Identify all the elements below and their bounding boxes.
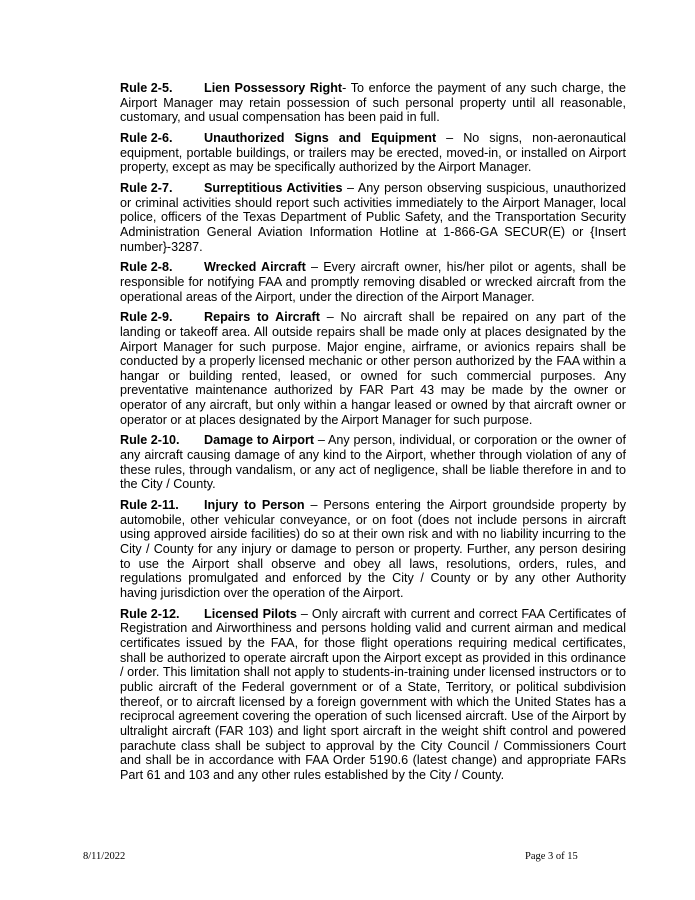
rule-title: Unauthorized Signs and Equipment [204, 130, 437, 145]
rule-number: Rule 2-10. [120, 433, 180, 448]
rule-title: Surreptitious Activities [204, 180, 343, 195]
footer-page-number: Page 3 of 15 [525, 851, 578, 862]
rule-title: Lien Possessory Right [204, 81, 343, 95]
rule-number: Rule 2-9. [120, 310, 173, 325]
rule-number: Rule 2-5. [120, 81, 173, 95]
rule-number: Rule 2-6. [120, 130, 173, 145]
rule-paragraph-2-8 [120, 260, 626, 304]
footer-date: 8/11/2022 [83, 851, 126, 862]
rule-title: Wrecked Aircraft [204, 260, 306, 275]
rule-paragraph-2-7 [120, 181, 626, 254]
rule-paragraph-2-9 [120, 310, 626, 427]
rule-number: Rule 2-12. [120, 606, 180, 621]
rule-body-text: Any person, individual, or corporation or the owner of any aircraft causing damage of any kind to the Airport, whether through violation of any of these rules, through vandalism, or any act of negligence, shall be liable therefore in and to the City / County. [120, 433, 627, 492]
rule-body-text: No aircraft shall be repaired on any part of the landing or takeoff area. All outside repairs shall be made only at places designated by the Airport Manager for such purpose. Major engine, airframe, or avionics repairs shall be conducted by a properly licensed mechanic or other person authorized by the FAA within a hangar or building rented, leased, or owned for such commercial purposes. Any preventative maintenance authorized by FAR Part 43 may be made by the owner or operator of any aircraft, but only within a hangar leased or owned by that aircraft owner or operator or at places designated by the Airport Manager for such purpose. [120, 310, 627, 427]
rule-separator: – [305, 260, 324, 275]
rule-body-text: To enforce the payment of any such charge, the Airport Manager may retain possession of such personal property until all reasonable, customary, and usual compensation has been paid in full. [120, 81, 626, 125]
rule-body-text: Any person observing suspicious, unauthorized or criminal activities should report such activities immediately to the Airport Manager, local police, officers of the Texas Department of Public Safety, and the Transportation Security Administration General Aviation Information Hotline at 1-866-GA SECUR(E) or {Insert number}-3287. [120, 180, 626, 254]
rule-number: Rule 2-7. [120, 180, 173, 195]
rule-separator: - [342, 81, 351, 95]
rule-separator: – [342, 180, 358, 195]
rule-title: Damage to Airport [204, 433, 315, 448]
rule-title: Repairs to Aircraft [204, 310, 320, 325]
rule-paragraph-2-11 [120, 498, 626, 601]
rule-title: Licensed Pilots [204, 606, 297, 621]
rule-separator: – [319, 310, 341, 325]
rule-paragraph-2-6 [120, 131, 626, 175]
rule-paragraph-2-10 [120, 433, 626, 492]
rule-separator: – [436, 130, 464, 145]
rule-body-text: No signs, non-aeronautical equipment, portable buildings, or trailers may be erected, moved-in, or installed on Airport property, except as may be specifically authorized by the Airport Manager. [120, 130, 626, 175]
rule-number: Rule 2-8. [120, 260, 173, 275]
rule-body-text: Every aircraft owner, his/her pilot or agents, shall be responsible for notifying FAA and promptly removing disabled or wrecked aircraft from the operational areas of the Airport, under the direction of the Airport Manager. [120, 260, 626, 304]
rule-body-text: Only aircraft with current and correct FAA Certificates of Registration and Airworthiness and persons holding valid and current airman and medical certificates issued by the FAA, for those flight operations requiring medical certificates, shall be authorized to operate aircraft upon the Airport except as provided in this ordinance / order. This limitation shall not apply to students-in-training under licensed instructors or to public aircraft of the Federal government or of a State, Territory, or political subdivision thereof, or to aircraft licensed by a foreign government with which the United States has a reciprocal agreement covering the operation of such licensed aircraft. Use of the Airport by ultralight aircraft (FAR 103) and light sport aircraft in the weight shift control and powered parachute class shall be subject to approval by the City Council / Commissioners Court and shall be in accordance with FAA Order 5190.6 (latest change) and appropriate FARs Part 61 and 103 and any other rules established by the City / County. [120, 606, 626, 782]
rule-paragraph-2-5 [120, 81, 626, 125]
rule-paragraph-2-12 [120, 607, 626, 783]
rule-separator: – [304, 498, 324, 513]
rule-separator: – [314, 433, 328, 448]
rule-number: Rule 2-11. [120, 498, 179, 513]
rule-body-text: Persons entering the Airport groundside property by automobile, other vehicular conveyance, or on foot (does not include persons in aircraft using approved airside facilities) do so at their own risk and with no liability incurring to the City / County for any injury or damage to person or property. Further, any person desiring to use the Airport shall observe and obey all laws, resolutions, orders, rules, and regulations promulgated and enforced by the City / County or by any other Authority having jurisdiction over the operation of the Airport. [120, 498, 626, 600]
rule-separator: – [296, 606, 312, 621]
rules-text-block [120, 81, 626, 789]
rule-title: Injury to Person [204, 498, 305, 513]
